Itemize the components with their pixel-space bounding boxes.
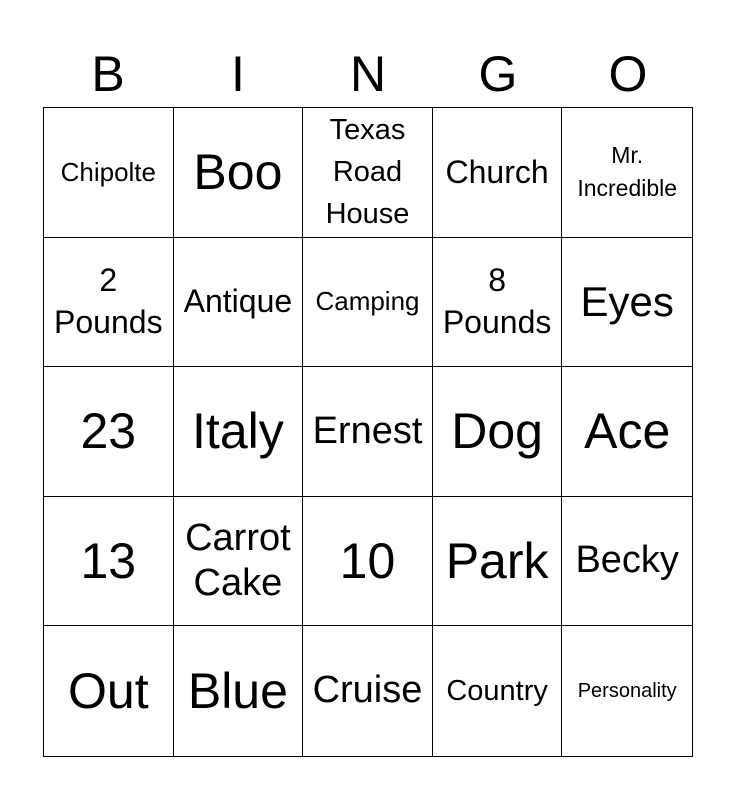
bingo-cell-r1-c4[interactable]: Church	[433, 108, 563, 238]
bingo-cell-r3-c1[interactable]: 23	[44, 367, 174, 497]
header-letter-i: I	[231, 46, 245, 102]
bingo-cell-r5-c4[interactable]: Country	[433, 626, 563, 756]
bingo-cell-r2-c1[interactable]: 2 Pounds	[44, 238, 174, 368]
bingo-cell-r1-c1[interactable]: Chipolte	[44, 108, 174, 238]
bingo-cell-r2-c5[interactable]: Eyes	[562, 238, 692, 368]
header-letter-o: O	[608, 46, 648, 102]
header-letter-b: B	[91, 46, 125, 102]
bingo-header	[43, 40, 693, 108]
bingo-cell-r3-c3[interactable]: Ernest	[303, 367, 433, 497]
bingo-cell-r5-c1[interactable]: Out	[44, 626, 174, 756]
bingo-cell-r5-c2[interactable]: Blue	[174, 626, 304, 756]
header-letter-n: N	[349, 46, 387, 102]
bingo-cell-r3-c2[interactable]: Italy	[174, 367, 304, 497]
bingo-cell-r4-c1[interactable]: 13	[44, 497, 174, 627]
bingo-cell-r2-c2[interactable]: Antique	[174, 238, 304, 368]
bingo-cell-r3-c4[interactable]: Dog	[433, 367, 563, 497]
bingo-cell-r4-c2[interactable]: Carrot Cake	[174, 497, 304, 627]
bingo-cell-r1-c3[interactable]: Texas Road House	[303, 108, 433, 238]
bingo-cell-r1-c5[interactable]: Mr. Incredible	[562, 108, 692, 238]
bingo-cell-r5-c5[interactable]: Personality	[577, 680, 677, 703]
header-letter-g: G	[478, 46, 518, 102]
bingo-cell-r2-c4[interactable]: 8 Pounds	[433, 238, 563, 368]
bingo-cell-r2-c3[interactable]: Camping	[303, 238, 433, 368]
bingo-cell-r4-c5[interactable]: Becky	[562, 497, 692, 627]
bingo-cell-r4-c4[interactable]: Park	[433, 497, 563, 627]
bingo-cell-r3-c5[interactable]: Ace	[562, 367, 692, 497]
bingo-cell-r5-c3[interactable]: Cruise	[303, 626, 433, 756]
bingo-cell-r1-c2[interactable]: Boo	[174, 108, 304, 238]
bingo-board	[43, 107, 693, 757]
bingo-cell-r4-c3[interactable]: 10	[303, 497, 433, 627]
